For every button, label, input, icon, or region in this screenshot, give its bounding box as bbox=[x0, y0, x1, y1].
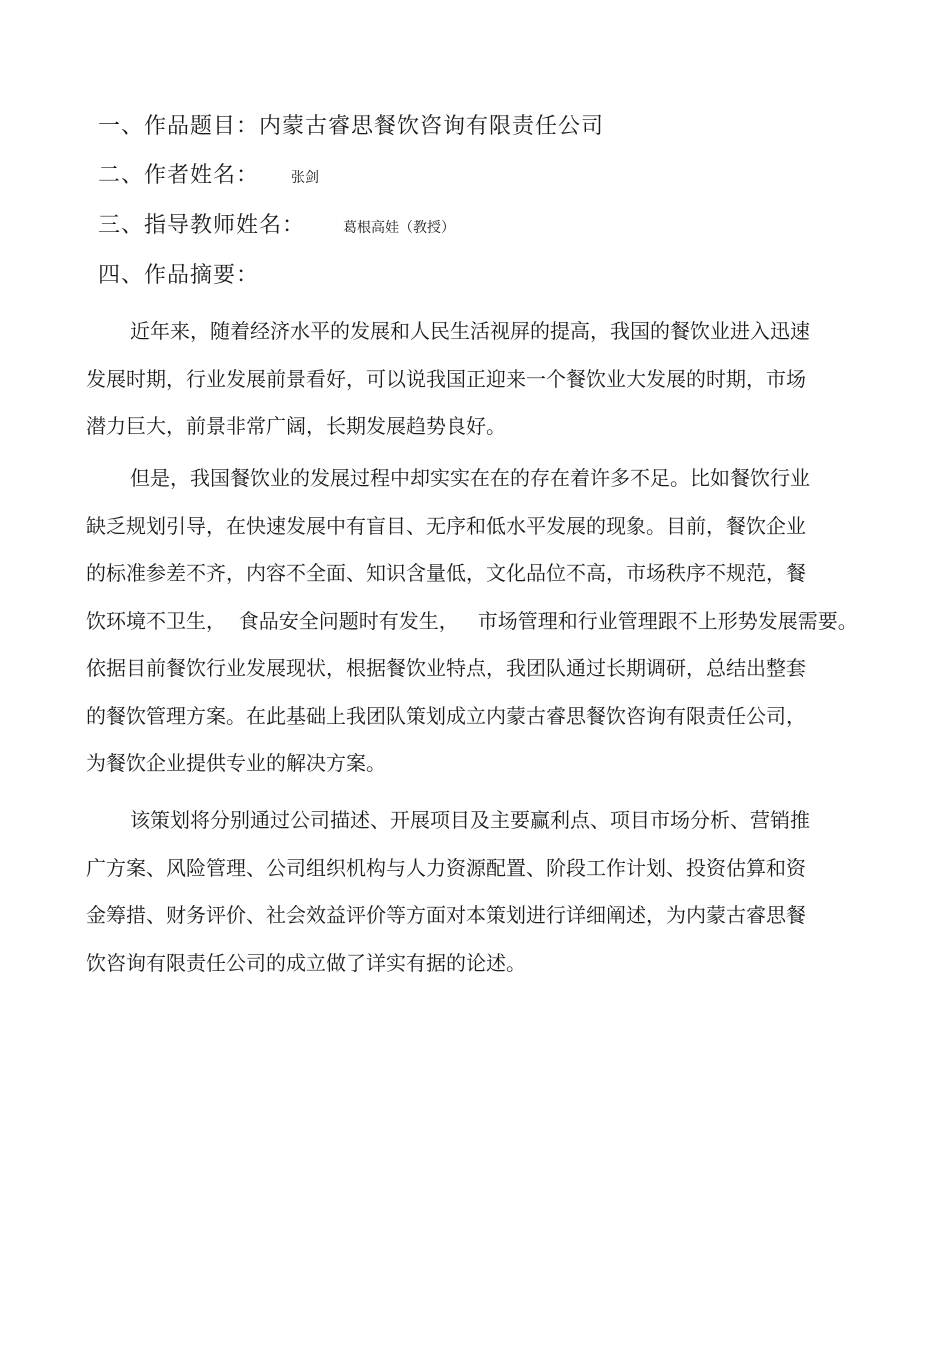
paragraph-line: 的标准参差不齐，内容不全面、知识含量低，文化品位不高，市场秩序不规范，餐 bbox=[86, 561, 806, 585]
paragraph-line: 饮咨询有限责任公司的成立做了详实有据的论述。 bbox=[86, 950, 526, 975]
paragraph-line: 饮环境不卫生， 食品安全问题时有发生， 市场管理和行业管理跟不上形势发展需要。 bbox=[86, 608, 858, 633]
heading-abstract bbox=[98, 261, 259, 291]
paragraph-line: 依据目前餐饮行业发展现状，根据餐饮业特点，我团队通过长期调研，总结出整套 bbox=[86, 656, 806, 680]
paragraph-line: 为餐饮企业提供专业的解决方案。 bbox=[86, 751, 386, 775]
paragraph-line: 近年来，随着经济水平的发展和人民生活视屏的提高，我国的餐饮业进入迅速 bbox=[130, 319, 810, 343]
paragraph-line: 缺乏规划引导，在快速发展中有盲目、无序和低水平发展的现象。目前，餐饮企业 bbox=[86, 513, 806, 538]
paragraph-line: 该策划将分别通过公司描述、开展项目及主要赢利点、项目市场分析、营销推 bbox=[130, 808, 810, 832]
heading-author bbox=[98, 161, 319, 193]
heading-abstract-label: 四、作品摘要： bbox=[98, 263, 260, 288]
heading-title-value: 内蒙古睿思餐饮咨询有限责任公司 bbox=[259, 114, 605, 139]
heading-title-label: 一、作品题目： bbox=[98, 114, 260, 139]
abstract-paragraph-1 bbox=[86, 308, 886, 451]
abstract-paragraph-2 bbox=[86, 455, 886, 788]
paragraph-line: 广方案、风险管理、公司组织机构与人力资源配置、阶段工作计划、投资估算和资 bbox=[86, 855, 806, 880]
paragraph-line: 潜力巨大，前景非常广阔，长期发展趋势良好。 bbox=[86, 414, 506, 438]
paragraph-line: 发展时期，行业发展前景看好，可以说我国正迎来一个餐饮业大发展的时期，市场 bbox=[86, 366, 806, 391]
abstract-paragraph-3 bbox=[86, 797, 886, 987]
heading-author-value: 张剑 bbox=[291, 170, 320, 186]
paragraph-line: 的餐饮管理方案。在此基础上我团队策划成立内蒙古睿思餐饮咨询有限责任公司， bbox=[86, 703, 806, 728]
paragraph-line: 金筹措、财务评价、社会效益评价等方面对本策划进行详细阐述，为内蒙古睿思餐 bbox=[86, 903, 806, 927]
paragraph-line: 但是，我国餐饮业的发展过程中却实实在在的存在着许多不足。比如餐饮行业 bbox=[130, 466, 810, 490]
heading-advisor bbox=[98, 211, 455, 243]
heading-title bbox=[98, 112, 604, 142]
heading-advisor-label: 三、指导教师姓名： bbox=[98, 213, 306, 238]
heading-author-label: 二、作者姓名： bbox=[98, 163, 260, 188]
heading-advisor-value: 葛根高娃（教授） bbox=[343, 220, 456, 236]
